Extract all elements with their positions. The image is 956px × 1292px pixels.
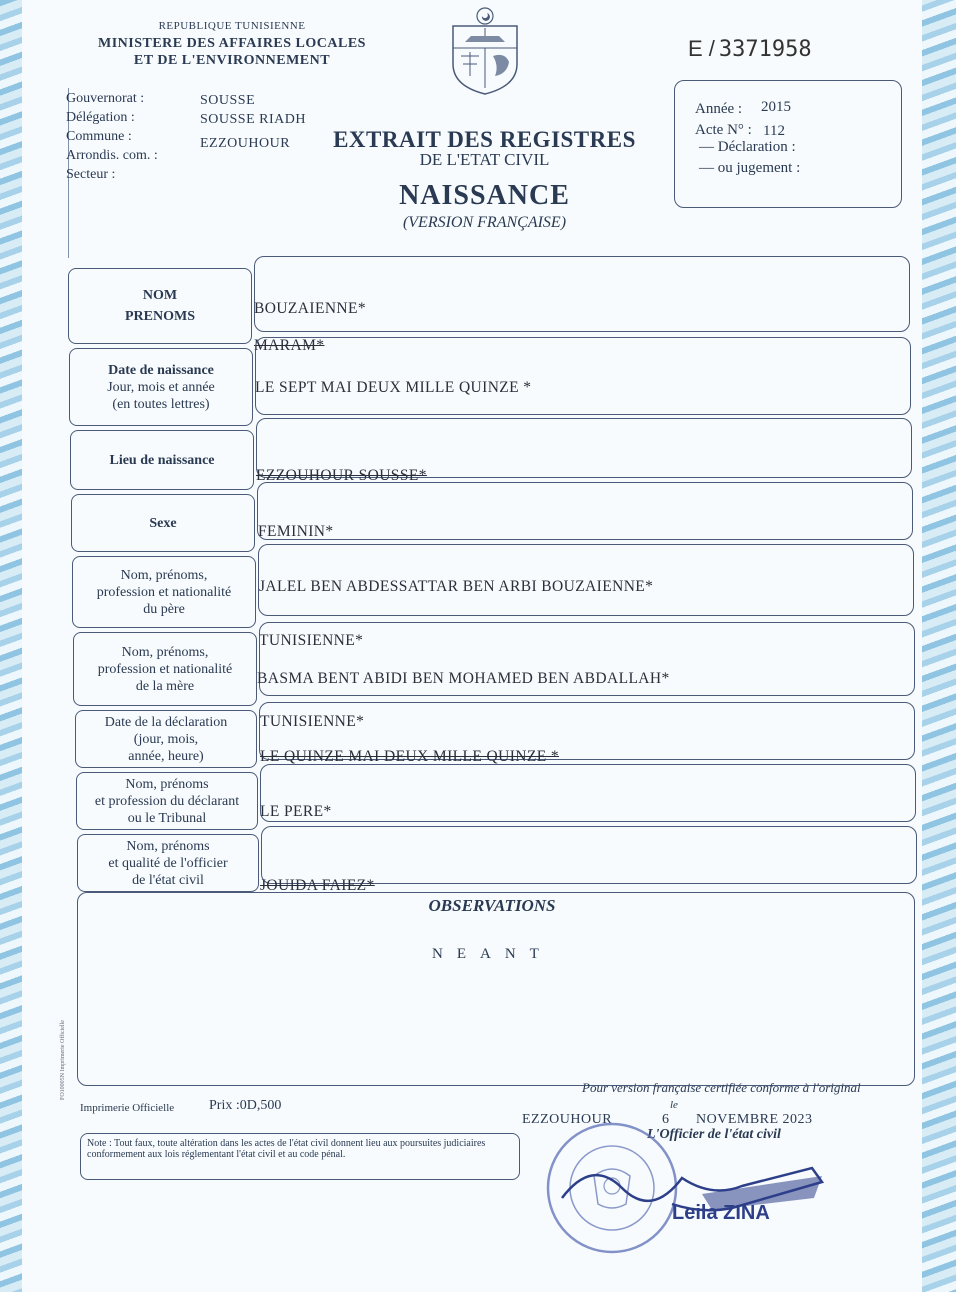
document-title: EXTRAIT DES REGISTRES (333, 127, 636, 152)
officier-value: JOUIDA FAIEZ* (260, 877, 375, 894)
lieu-label-text: Lieu de naissance (109, 452, 215, 468)
nom-field (254, 256, 910, 332)
mere-value: BASMA BENT ABIDI BEN MOHAMED BEN ABDALLAH* (257, 670, 670, 687)
observations-box (77, 892, 915, 1086)
imprimerie-label: Imprimerie Officielle (80, 1102, 175, 1114)
date-naissance-value: LE SEPT MAI DEUX MILLE QUINZE * (255, 379, 532, 396)
observations-value: NEANT (432, 946, 553, 962)
sexe-field (257, 482, 913, 540)
delegation-value: SOUSSE RIADH (200, 112, 306, 127)
republic-line: REPUBLIQUE TUNISIENNE (158, 20, 306, 32)
pere-label-2: profession et nationalité (96, 584, 232, 600)
declaration-date-label (75, 710, 257, 768)
price-label: Prix :0D,500 (209, 1098, 282, 1113)
officer-title: L'Officier de l'état civil (647, 1127, 781, 1142)
declarant-label-3: ou le Tribunal (127, 810, 207, 826)
declarant-label-1: Nom, prénoms (125, 776, 209, 792)
nom-value: BOUZAIENNE* (254, 300, 367, 317)
acte-label: Acte N° : (695, 122, 752, 138)
declaration-label: — Déclaration : (699, 139, 796, 155)
acte-value: 112 (763, 123, 785, 139)
commune-value: EZZOUHOUR (200, 136, 291, 151)
document-type: NAISSANCE (399, 180, 570, 211)
mere-label-2: profession et nationalité (97, 661, 233, 677)
gouvernorat-label: Gouvernorat : (66, 91, 145, 106)
pere-label (72, 556, 256, 628)
decl-label-3: année, heure) (128, 748, 204, 764)
officier-label-2: et qualité de l'officier (108, 855, 228, 871)
declarant-label-2: et profession du déclarant (94, 793, 240, 809)
side-printer-code (60, 975, 72, 1105)
tunisia-emblem-icon (447, 6, 523, 96)
prenom-value: MARAM* (254, 337, 325, 354)
pere-value: JALEL BEN ABDESSATTAR BEN ARBI BOUZAIENNE* (259, 578, 654, 595)
sexe-value: FEMININ* (258, 523, 334, 540)
issue-month-year: NOVEMBRE 2023 (696, 1112, 813, 1127)
date-label-2: Jour, mois et année (107, 379, 215, 395)
pere-label-3: du père (143, 601, 185, 617)
ministry-line: MINISTERE DES AFFAIRES LOCALES (98, 36, 366, 51)
issue-day: 6 (662, 1112, 669, 1127)
annee-label: Année : (695, 101, 743, 117)
decl-label-1: Date de la déclaration (104, 714, 228, 730)
serial-prefix: E / (688, 36, 715, 61)
issue-le: le (670, 1099, 678, 1111)
mere-nationalite: TUNISIENNE* (260, 713, 365, 730)
registry-info-box (674, 80, 902, 208)
issue-city: EZZOUHOUR (522, 1112, 613, 1127)
jugement-label: — ou jugement : (699, 160, 801, 176)
date-label-1: Date de naissance (108, 362, 214, 378)
document-version: (VERSION FRANÇAISE) (402, 214, 567, 231)
serial-number (688, 36, 812, 62)
document-subtitle: DE L'ETAT CIVIL (419, 150, 550, 169)
observations-title: OBSERVATIONS (428, 896, 556, 915)
sexe-label (71, 494, 255, 552)
legal-note: Note : Tout faux, toute altération dans les actes de l'état civil donnent lieu aux poursuites judiciaires conformement aux lois réglementant l'état civil et au code pénal. (80, 1133, 520, 1180)
sexe-label-text: Sexe (149, 515, 177, 531)
mere-label-3: de la mère (135, 678, 195, 694)
pere-label-1: Nom, prénoms, (120, 567, 208, 583)
ministry-header (72, 18, 392, 69)
officier-field (261, 826, 917, 884)
mere-label-1: Nom, prénoms, (121, 644, 209, 660)
mere-label (73, 632, 257, 706)
declarant-label (76, 772, 258, 830)
certificate-page (22, 0, 922, 1292)
signatory-name: Leila ZINA (672, 1202, 770, 1224)
declarant-field (260, 764, 916, 822)
ministry-line-2: ET DE L'ENVIRONNEMENT (133, 53, 331, 68)
prenoms-label: PRENOMS (125, 309, 195, 324)
officier-label-1: Nom, prénoms (126, 838, 210, 854)
arrondissement-label: Arrondis. com. : (66, 148, 158, 163)
delegation-label: Délégation : (66, 110, 135, 125)
secteur-label: Secteur : (66, 167, 116, 182)
lieu-naissance-value: EZZOUHOUR SOUSSE* (256, 467, 427, 484)
declarant-value: LE PERE* (260, 803, 332, 820)
declaration-date-value: LE QUINZE MAI DEUX MILLE QUINZE * (260, 748, 560, 765)
commune-label: Commune : (66, 129, 132, 144)
certification-statement: Pour version française certifiée conforme à l'original (582, 1080, 861, 1095)
date-naissance-label (69, 348, 253, 426)
lieu-naissance-label (70, 430, 254, 490)
gouvernorat-value: SOUSSE (200, 93, 256, 108)
side-printer-text: FO10005N Imprimerie Officielle (60, 1020, 66, 1100)
date-naissance-field (255, 337, 911, 415)
nom-prenoms-label (68, 268, 252, 344)
decl-label-2: (jour, mois, (133, 731, 199, 747)
annee-value: 2015 (761, 99, 791, 115)
serial-value: 3371958 (718, 37, 812, 62)
pere-nationalite: TUNISIENNE* (259, 632, 364, 649)
date-label-3: (en toutes lettres) (112, 396, 210, 412)
officier-label-3: de l'état civil (132, 872, 204, 888)
nom-label: NOM (142, 288, 178, 303)
officier-label (77, 834, 259, 892)
